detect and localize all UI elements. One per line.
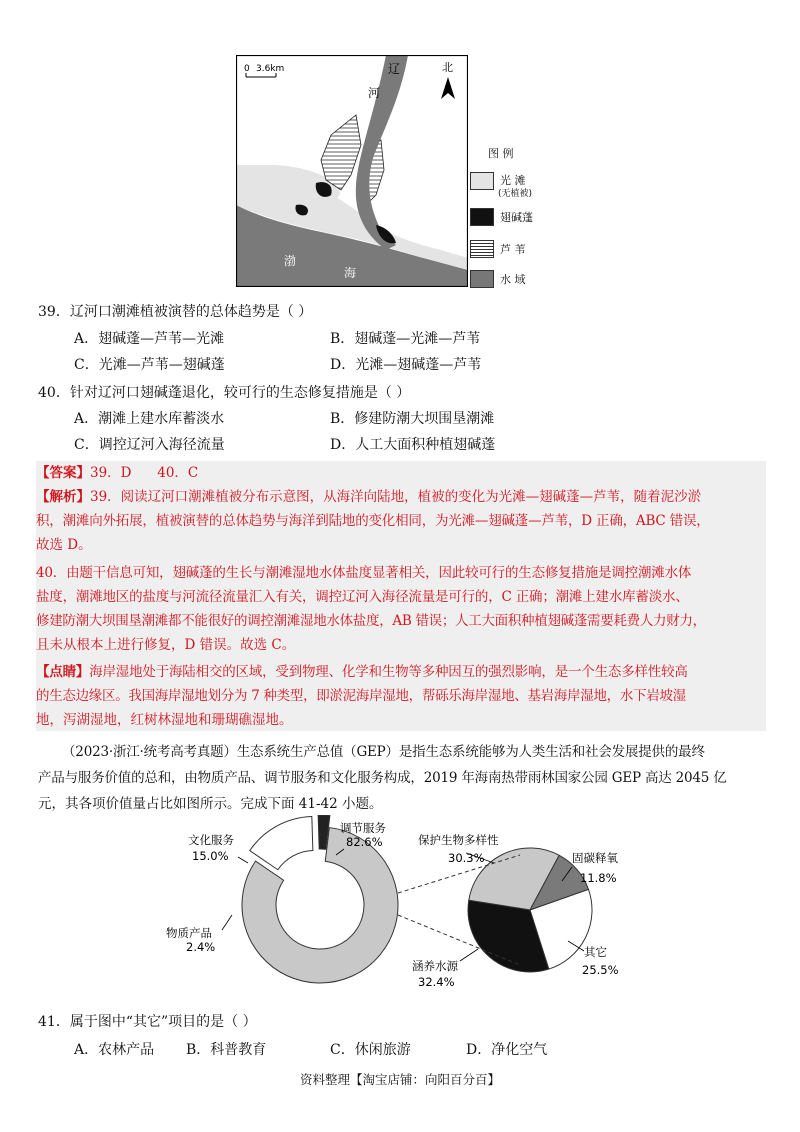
leader-cultural <box>238 857 248 863</box>
value-material-products: 2.4% <box>186 940 216 954</box>
value-cultural-services: 15.0% <box>192 849 229 863</box>
analysis-line-6: 修建防潮大坝围垦潮滩都不能很好的调控潮滩湿地水体盐度，AB 错误；人工大面积种植翅碱蓬需要耗费人力财力， <box>36 613 706 629</box>
answer-text: 39．D 40．C <box>90 465 199 481</box>
value-other: 25.5% <box>582 963 619 977</box>
point-line-1 <box>36 660 688 684</box>
q41-option-b[interactable]: B．科普教育 <box>186 1042 267 1058</box>
legend-sublabel: (无植被) <box>498 189 533 199</box>
q39-option-c[interactable]: C．光滩—芦苇—翅碱蓬 <box>74 357 225 373</box>
sea-label-hai: 海 <box>344 266 357 280</box>
intro-line-1: （2023·浙江·统考高考真题）生态系统生产总值（GEP）是指生态系统能够为人类生活和社会发展提供的最终 <box>62 744 705 760</box>
intro-line-2: 产品与服务价值的总和，由物质产品、调节服务和文化服务构成，2019 年海南热带雨林国家公园 GEP 高达 2045 亿 <box>38 770 727 786</box>
label-other: 其它 <box>584 945 607 959</box>
q39-option-a[interactable]: A．翅碱蓬—芦苇—光滩 <box>74 331 225 347</box>
page-footer: 资料整理【淘宝店铺：向阳百分百】 <box>299 1072 500 1087</box>
value-biodiversity: 30.3% <box>448 851 485 865</box>
answer-line <box>36 461 198 485</box>
point-tag: 【点睛】 <box>36 664 90 680</box>
value-carbon-oxygen: 11.8% <box>580 871 617 885</box>
gep-chart <box>160 815 640 995</box>
q40-option-b[interactable]: B．修建防潮大坝围垦潮滩 <box>330 411 495 427</box>
q39-option-b[interactable]: B．翅碱蓬—光滩—芦苇 <box>330 331 481 347</box>
question-40-stem: 40．针对辽河口翅碱蓬退化，较可行的生态修复措施是（ ） <box>38 385 411 401</box>
question-39-stem: 39．辽河口潮滩植被演替的总体趋势是（ ） <box>38 304 313 320</box>
value-water-conservation: 32.4% <box>418 975 455 989</box>
label-carbon-oxygen: 固碳释氧 <box>572 851 618 865</box>
analysis-tag: 【解析】 <box>36 489 90 505</box>
label-cultural-services: 文化服务 <box>188 833 234 847</box>
north-label: 北 <box>442 61 453 74</box>
sea-label-bo: 渤 <box>284 254 297 268</box>
analysis-line-7: 且未从根本上进行修复，D 错误。故选 C。 <box>36 637 296 653</box>
scale-length: 3.6km <box>256 64 285 74</box>
label-water-conservation: 涵养水源 <box>412 959 458 973</box>
q41-option-a[interactable]: A．农林产品 <box>74 1042 155 1058</box>
legend-swatch <box>470 208 494 226</box>
q40-option-d[interactable]: D．人工大面积种植翅碱蓬 <box>330 437 496 453</box>
scale-zero: 0 <box>244 64 250 74</box>
analysis-text-1: 39．阅读辽河口潮滩植被分布示意图，从海洋向陆地，植被的变化为光滩—翅碱蓬—芦苇，随着泥沙淤 <box>90 489 702 505</box>
point-line-3: 地，泻湖湿地，红树林湿地和珊瑚礁湿地。 <box>36 712 293 728</box>
leader-water <box>460 949 478 961</box>
legend-label: 光 滩 <box>500 174 526 187</box>
leader-material <box>222 915 232 930</box>
question-41-stem: 41．属于图中“其它”项目的是（ ） <box>38 1014 257 1030</box>
point-text-1: 海岸湿地处于海陆相交的区域，受到物理、化学和生物等多种因互的强烈影响，是一个生态多样性较高 <box>89 664 688 680</box>
value-regulation-services: 82.6% <box>346 835 383 849</box>
legend-label: 芦 苇 <box>500 243 526 256</box>
analysis-line-4: 40．由题干信息可知，翅碱蓬的生长与潮滩湿地水体盐度显著相关，因此较可行的生态修复措施是调控潮滩水体 <box>36 565 692 581</box>
point-line-2: 的生态边缘区。我国海岸湿地划分为 7 种类型，即淤泥海岸湿地，帮砾乐海岸湿地、基岩海岸湿地，水下岩坡湿 <box>36 688 686 704</box>
q41-option-c[interactable]: C．休闲旅游 <box>330 1042 411 1058</box>
analysis-line-5: 盐度，潮滩地区的盐度与河流径流量汇入有关，调控辽河入海径流量是可行的，C 正确；潮滩上建水库蓄淡水、 <box>36 589 689 605</box>
answer-tag: 【答案】 <box>36 465 90 481</box>
q40-option-a[interactable]: A．潮滩上建水库蓄淡水 <box>74 411 225 427</box>
analysis-line-2: 积，潮滩向外拓展，植被演替的总体趋势与海洋到陆地的变化相同，为光滩—翅碱蓬—芦苇，D 正确，ABC 错误， <box>36 513 710 529</box>
legend-title: 图 例 <box>488 147 514 160</box>
legend-swatch <box>470 172 494 190</box>
legend-swatch <box>470 270 494 288</box>
q40-option-c[interactable]: C．调控辽河入海径流量 <box>74 437 225 453</box>
label-regulation-services: 调节服务 <box>340 821 386 835</box>
legend-swatch <box>470 240 494 258</box>
donut-slice-cultural <box>250 817 313 870</box>
analysis-line-3: 故选 D。 <box>36 537 92 553</box>
river-label-he: 河 <box>368 86 381 100</box>
label-material-products: 物质产品 <box>166 926 212 940</box>
q39-option-d[interactable]: D．光滩—翅碱蓬—芦苇 <box>330 357 482 373</box>
legend-label: 水 域 <box>500 273 526 286</box>
river-label-liao: 辽 <box>388 62 401 76</box>
label-biodiversity: 保护生物多样性 <box>418 833 499 847</box>
legend-label: 翅碱蓬 <box>500 211 533 224</box>
intro-line-3: 元，其各项价值量占比如图所示。完成下面 41-42 小题。 <box>38 796 383 812</box>
liaohe-estuary-map <box>236 55 468 287</box>
analysis-line-1 <box>36 485 701 509</box>
q41-option-d[interactable]: D．净化空气 <box>466 1042 548 1058</box>
